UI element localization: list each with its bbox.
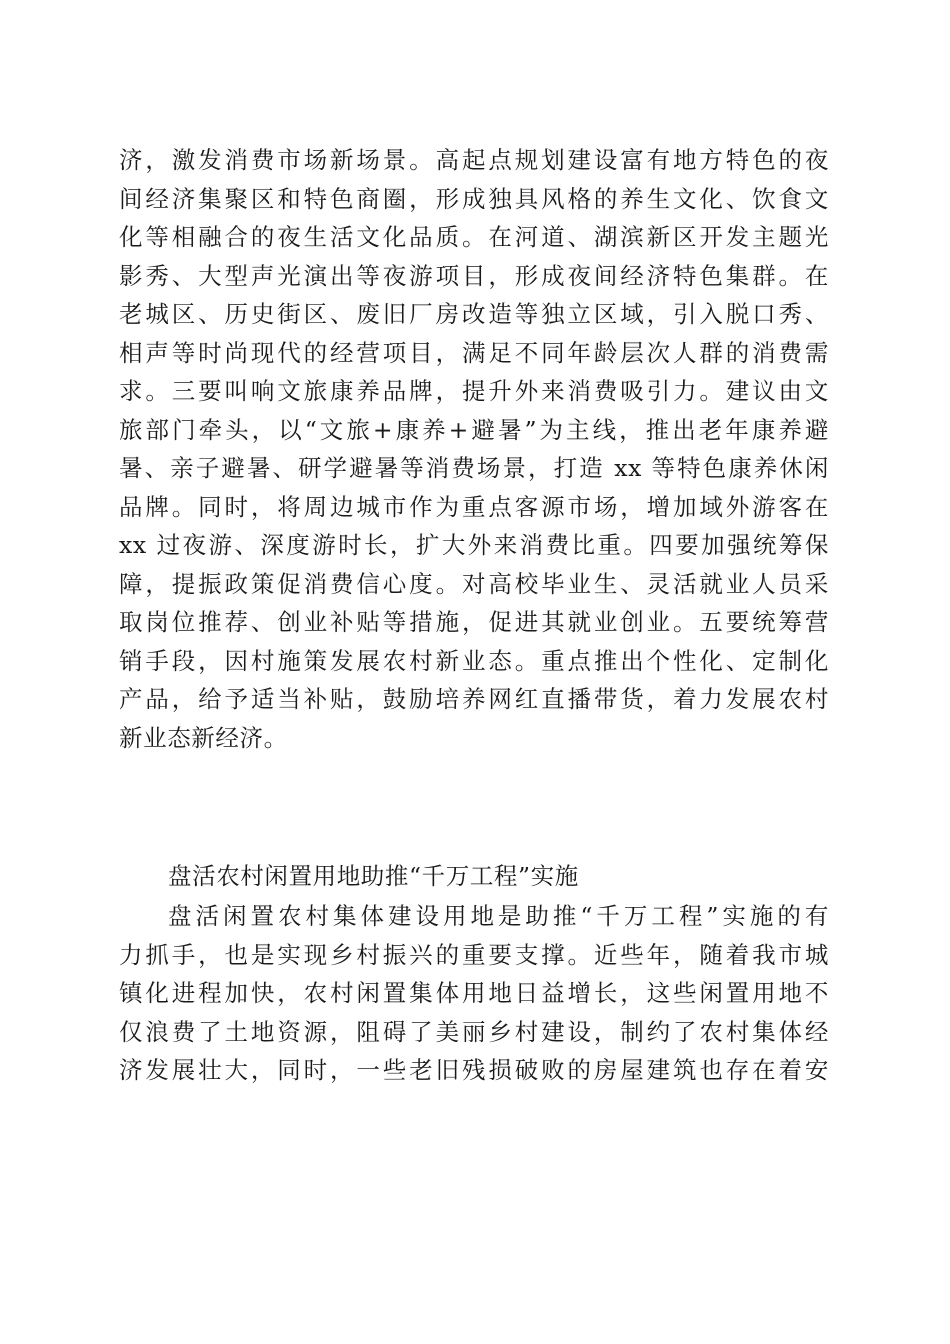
paragraph-1-line: 影秀、大型声光演出等夜游项目，形成夜间经济特色集群。在 [119,261,829,290]
paragraph-1-line: 新业态新经济。 [119,723,288,752]
section-heading: 盘活农村闲置用地助推“千万工程”实施 [168,862,579,890]
paragraph-2-line: 镇化进程加快，农村闲置集体用地日益增长，这些闲置用地不 [119,979,829,1007]
paragraph-1-line: 障，提振政策促消费信心度。对高校毕业生、灵活就业人员采 [119,569,829,598]
paragraph-1-line: 品牌。同时，将周边城市作为重点客源市场，增加域外游客在 [119,492,829,521]
paragraph-1-line: 销手段，因村施策发展农村新业态。重点推出个性化、定制化 [119,646,829,675]
paragraph-1-line: 相声等时尚现代的经营项目，满足不同年龄层次人群的消费需 [119,338,829,367]
paragraph-1-line: xx 过夜游、深度游时长，扩大外来消费比重。四要加强统筹保 [119,531,829,559]
paragraph-1-line: 求。三要叫响文旅康养品牌，提升外来消费吸引力。建议由文 [119,377,829,405]
paragraph-1-line: 济，激发消费市场新场景。高起点规划建设富有地方特色的夜 [119,146,829,174]
paragraph-2-line: 仅浪费了土地资源，阻碍了美丽乡村建设，制约了农村集体经 [119,1017,829,1046]
paragraph-2-line: 盘活闲置农村集体建设用地是助推“千万工程”实施的有 [168,902,829,930]
paragraph-2-line: 力抓手，也是实现乡村振兴的重要支撑。近些年，随着我市城 [119,940,829,969]
paragraph-1-line: 取岗位推荐、创业补贴等措施，促进其就业创业。五要统筹营 [119,608,829,636]
paragraph-2-line: 济发展壮大，同时，一些老旧残损破败的房屋建筑也存在着安 [119,1056,829,1084]
paragraph-1-line: 暑、亲子避暑、研学避暑等消费场景，打造 xx 等特色康养休闲 [119,454,829,482]
paragraph-1-line: 旅部门牵头，以“文旅+康养+避暑”为主线，推出老年康养避 [119,415,829,444]
paragraph-1-line: 化等相融合的夜生活文化品质。在河道、湖滨新区开发主题光 [119,223,829,251]
paragraph-2 [119,897,829,1090]
paragraph-1-line: 间经济集聚区和特色商圈，形成独具风格的养生文化、饮食文 [119,184,829,213]
paragraph-1 [119,141,829,757]
paragraph-1-line: 产品，给予适当补贴，鼓励培养网红直播带货，着力发展农村 [119,685,829,713]
paragraph-1-line: 老城区、历史街区、废旧厂房改造等独立区域，引入脱口秀、 [119,300,829,328]
